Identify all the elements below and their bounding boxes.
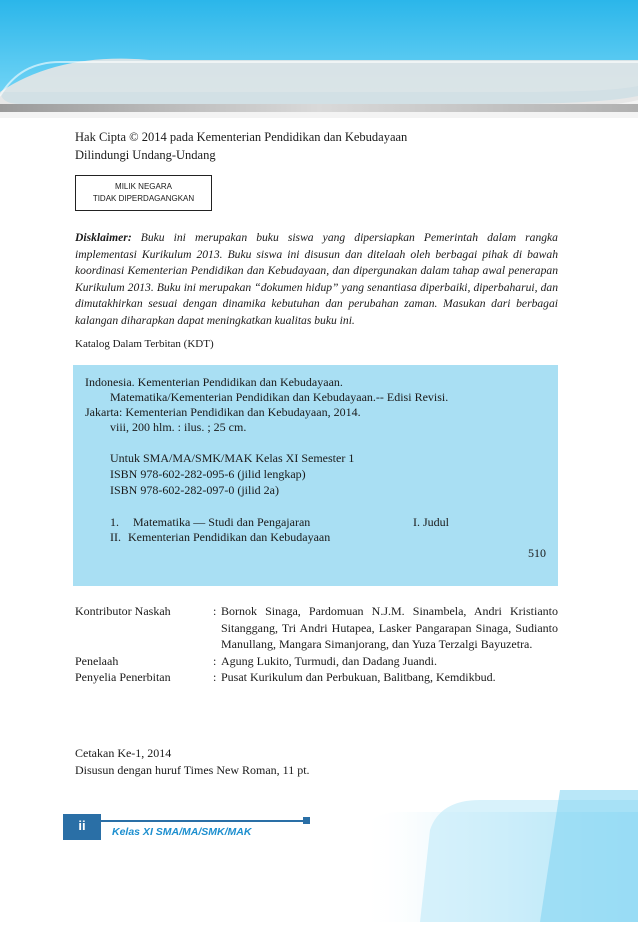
copyright-block (75, 128, 407, 164)
edition-line: Cetakan Ke-1, 2014 (75, 746, 172, 760)
kdt-line-4: viii, 200 hlm. : ilus. ; 25 cm. (110, 420, 247, 434)
copyright-line: Hak Cipta © 2014 pada Kementerian Pendidikan dan Kebudayaan (75, 130, 408, 144)
supervisor-value: Pusat Kurikulum dan Perbukuan, Balitbang, Kemdikbud. (221, 670, 496, 685)
disclaimer-text: Buku ini merupakan buku siswa yang dipersiapkan Pemerintah dalam rangka implementasi Kurikulum 2013. Buku siswa ini disusun dan ditelaah oleh berbagai pihak di bawah koordinasi Kementerian Pendidikan dan Kebudayaan, dan dipergunakan dalam tahap awal penerapan Kurikulum 2013. Buku ini merupakan “dokumen hidup” yang senantiasa diperbaiki, diperbaharui, dan dimutakhirkan sesuai dengan dinamika kebutuhan dan perubahan zaman. Masukan dari berbagai kalangan diharapkan dapat meningkatkan kualitas buku ini. (75, 231, 558, 327)
supervisor-colon: : (213, 670, 217, 685)
kdt-item-1-number: 1. (110, 515, 119, 529)
kdt-line-3: Jakarta: Kementerian Pendidikan dan Kebudayaan, 2014. (85, 405, 361, 419)
reviewer-value: Agung Lukito, Turmudi, dan Dadang Juandi. (221, 653, 437, 668)
footer-divider-dot (303, 817, 310, 824)
kdt-box (73, 365, 558, 586)
font-line: Disusun dengan huruf Times New Roman, 11 pt. (75, 763, 310, 777)
kdt-item-1-title: I. Judul (413, 515, 449, 529)
supervisor-label: Penyelia Penerbitan (75, 670, 171, 685)
header-banner (0, 0, 638, 118)
protected-line: Dilindungi Undang-Undang (75, 148, 216, 162)
contributor-colon: : (213, 604, 217, 618)
contributors-block (75, 603, 558, 686)
kdt-line-1: Indonesia. Kementerian Pendidikan dan Kebudayaan. (85, 375, 343, 389)
reviewer-row (75, 653, 558, 670)
kdt-item-2: Kementerian Pendidikan dan Kebudayaan (128, 530, 331, 544)
disclaimer-paragraph (75, 230, 558, 330)
disclaimer-label: Disklaimer: (75, 231, 132, 244)
reviewer-label: Penelaah (75, 653, 119, 668)
kdt-item-1: Matematika — Studi dan Pengajaran (133, 515, 311, 529)
contributor-value: Bornok Sinaga, Pardomuan N.J.M. Sinambela, Andri Kristianto Sitanggang, Tri Andri Hutapea, Lasker Pangarapan Sinaga, Sudianto Manullang, Mangara Simanjorang, dan Yuza Terzalgi Bayuzetra. (221, 604, 558, 652)
print-info (75, 745, 310, 779)
kdt-heading: Katalog Dalam Terbitan (KDT) (75, 338, 214, 350)
page-number: ii (63, 814, 101, 840)
kdt-isbn-1: ISBN 978-602-282-095-6 (jilid lengkap) (110, 467, 306, 481)
contributor-label: Kontributor Naskah (75, 604, 171, 618)
kdt-item-2-number: II. (110, 530, 121, 544)
kdt-isbn-2: ISBN 978-602-282-097-0 (jilid 2a) (110, 483, 279, 497)
state-property-stamp (75, 175, 212, 211)
footer-title: Kelas XI SMA/MA/SMK/MAK (112, 826, 252, 838)
kdt-class-number: 510 (528, 546, 546, 560)
stamp-line-1: MILIK NEGARA (115, 182, 172, 191)
kdt-line-5: Untuk SMA/MA/SMK/MAK Kelas XI Semester 1 (110, 451, 355, 465)
supervisor-row (75, 669, 558, 686)
footer-divider (101, 820, 305, 822)
contributor-row (75, 603, 558, 653)
footer-banner (0, 790, 638, 922)
stamp-line-2: TIDAK DIPERDAGANGKAN (92, 194, 195, 203)
reviewer-colon: : (213, 653, 217, 668)
kdt-line-2: Matematika/Kementerian Pendidikan dan Kebudayaan.-- Edisi Revisi. (110, 390, 449, 404)
